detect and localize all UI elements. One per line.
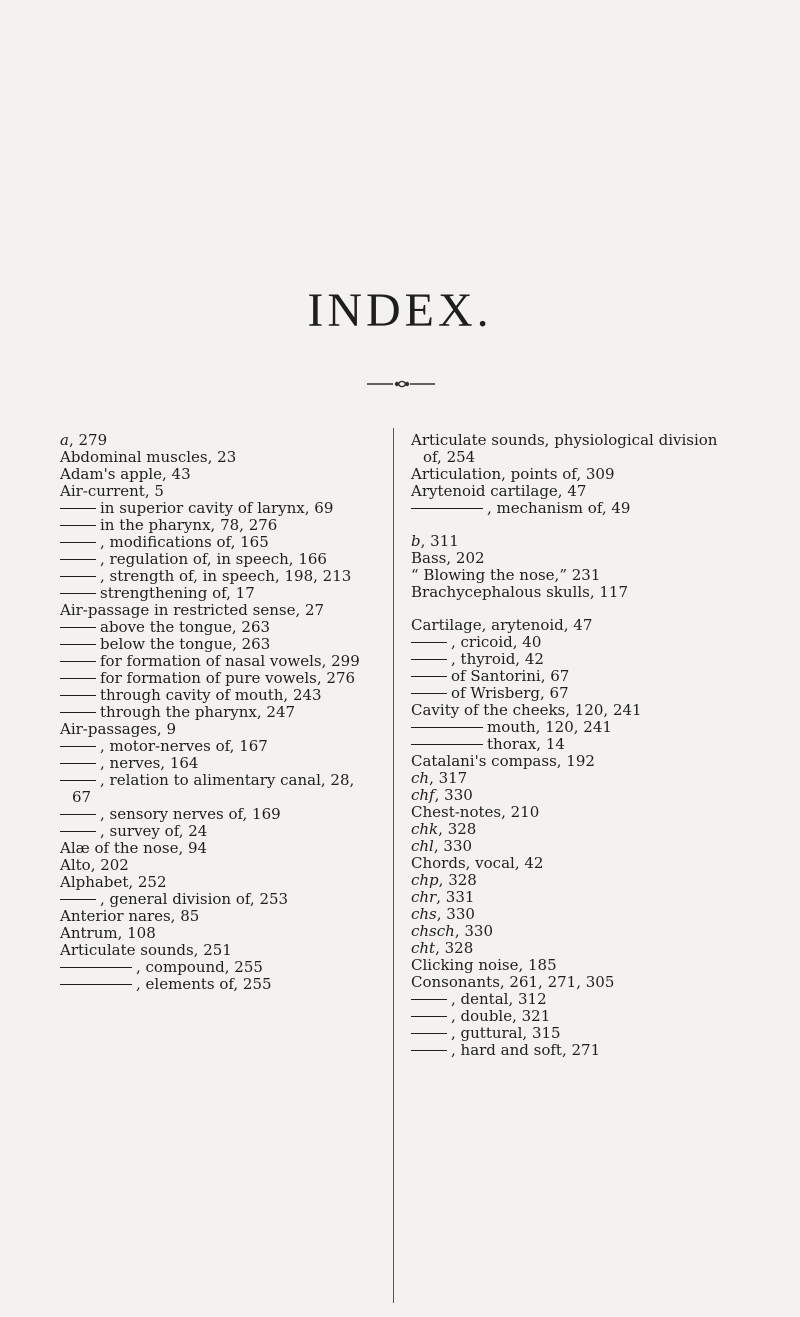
index-entry-text: Arytenoid cartilage, 47 — [411, 482, 587, 500]
index-entry-text: b, 311 — [411, 532, 459, 550]
repeat-dash — [411, 659, 447, 660]
repeat-dash — [60, 899, 96, 900]
index-entry — [60, 857, 375, 874]
index-entry-text: chr, 331 — [411, 888, 475, 906]
index-entry — [60, 602, 375, 619]
index-entry — [411, 770, 741, 787]
index-entry-text: chf, 330 — [411, 786, 473, 804]
repeat-dash — [60, 831, 96, 832]
repeat-dash — [60, 746, 96, 747]
repeat-dash — [411, 1016, 447, 1017]
index-entry — [60, 840, 375, 857]
index-entry — [60, 738, 375, 755]
index-entry-text: , sensory nerves of, 169 — [100, 805, 281, 823]
repeat-dash — [60, 593, 96, 594]
repeat-dash — [411, 1050, 447, 1051]
index-entry-text: Abdominal muscles, 23 — [60, 448, 237, 466]
index-entry-text: , modifications of, 165 — [100, 533, 269, 551]
repeat-dash — [411, 676, 447, 677]
index-entry-text: , mechanism of, 49 — [487, 499, 631, 517]
index-entry — [411, 432, 741, 466]
index-entry-text: of Santorini, 67 — [451, 667, 570, 685]
repeat-dash — [60, 559, 96, 560]
index-entry — [411, 466, 741, 483]
index-entry-text: below the tongue, 263 — [100, 635, 271, 653]
repeat-dash — [411, 508, 483, 509]
index-entry-text: through cavity of mouth, 243 — [100, 686, 322, 704]
index-entry-text: Consonants, 261, 271, 305 — [411, 973, 615, 991]
index-entry-text: strengthening of, 17 — [100, 584, 255, 602]
index-entry — [60, 806, 375, 823]
index-entry — [60, 500, 375, 517]
index-entry — [60, 942, 375, 959]
index-entry-text: mouth, 120, 241 — [487, 718, 612, 736]
index-entry — [411, 685, 741, 702]
index-entry — [411, 736, 741, 753]
index-entry-text: Clicking noise, 185 — [411, 956, 557, 974]
index-column-left — [60, 432, 375, 993]
index-column-right — [411, 432, 741, 1059]
repeat-dash — [60, 508, 96, 509]
repeat-dash — [60, 542, 96, 543]
index-entry-text: Brachycephalous skulls, 117 — [411, 583, 629, 601]
index-entry — [411, 1008, 741, 1025]
index-entry — [60, 585, 375, 602]
index-entry — [60, 653, 375, 670]
index-entry — [411, 617, 741, 634]
index-entry — [60, 670, 375, 687]
repeat-dash — [411, 642, 447, 643]
index-entry-text: Chest-notes, 210 — [411, 803, 540, 821]
index-entry-text: Articulation, points of, 309 — [411, 465, 615, 483]
index-entry — [411, 872, 741, 889]
index-entry — [60, 772, 375, 806]
repeat-dash — [60, 780, 96, 781]
index-entry — [411, 668, 741, 685]
repeat-dash — [411, 999, 447, 1000]
index-entry-text: Cavity of the cheeks, 120, 241 — [411, 701, 642, 719]
index-entry-text: , relation to alimentary canal, 28, 67 — [72, 771, 355, 806]
divider-ornament — [367, 380, 435, 388]
index-entry — [60, 823, 375, 840]
index-entry-text: , cricoid, 40 — [451, 633, 542, 651]
index-entry — [411, 991, 741, 1008]
index-entry — [411, 702, 741, 719]
repeat-dash — [60, 576, 96, 577]
index-entry-text: for formation of nasal vowels, 299 — [100, 652, 360, 670]
index-entry-text: for formation of pure vowels, 276 — [100, 669, 356, 687]
index-entry-text: Antrum, 108 — [60, 924, 156, 942]
index-entry-text: Air-current, 5 — [60, 482, 164, 500]
index-entry-text: a, 279 — [60, 431, 108, 449]
index-entry — [60, 432, 375, 449]
index-entry-text: chs, 330 — [411, 905, 475, 923]
index-entry-text: , survey of, 24 — [100, 822, 208, 840]
index-entry-text: , regulation of, in speech, 166 — [100, 550, 327, 568]
index-entry-text: , elements of, 255 — [136, 975, 272, 993]
repeat-dash — [60, 967, 132, 968]
index-entry-text: Adam's apple, 43 — [60, 465, 191, 483]
index-entry-text: Bass, 202 — [411, 549, 485, 567]
index-entry-text: , strength of, in speech, 198, 213 — [100, 567, 352, 585]
index-entry — [60, 449, 375, 466]
index-entry-text: , nerves, 164 — [100, 754, 199, 772]
repeat-dash — [60, 644, 96, 645]
index-entry — [60, 891, 375, 908]
index-entry-text: Articulate sounds, 251 — [60, 941, 232, 959]
index-entry — [60, 687, 375, 704]
index-entry-text: thorax, 14 — [487, 735, 565, 753]
index-entry-text: in the pharynx, 78, 276 — [100, 516, 278, 534]
index-entry-text: cht, 328 — [411, 939, 474, 957]
index-entry — [411, 957, 741, 974]
index-entry — [411, 838, 741, 855]
index-entry — [60, 908, 375, 925]
index-entry-text: Alto, 202 — [60, 856, 129, 874]
repeat-dash — [60, 695, 96, 696]
repeat-dash — [60, 712, 96, 713]
index-entry — [411, 821, 741, 838]
index-entry — [411, 500, 741, 517]
index-entry — [60, 925, 375, 942]
index-entry-text: Chords, vocal, 42 — [411, 854, 544, 872]
column-divider — [393, 428, 394, 1303]
index-entry-text: Cartilage, arytenoid, 47 — [411, 616, 593, 634]
index-entry — [411, 855, 741, 872]
index-entry-text: Catalani's compass, 192 — [411, 752, 595, 770]
index-entry — [411, 787, 741, 804]
index-entry-text: Alæ of the nose, 94 — [60, 839, 208, 857]
index-entry — [411, 1025, 741, 1042]
index-entry — [60, 551, 375, 568]
index-entry-text: , dental, 312 — [451, 990, 547, 1008]
repeat-dash — [60, 627, 96, 628]
index-entry-text: , general division of, 253 — [100, 890, 289, 908]
repeat-dash — [60, 661, 96, 662]
index-entry-text: above the tongue, 263 — [100, 618, 271, 636]
index-entry — [411, 906, 741, 923]
index-entry — [60, 874, 375, 891]
index-entry — [60, 619, 375, 636]
index-entry — [411, 567, 741, 584]
index-entry — [411, 719, 741, 736]
index-entry-text: in superior cavity of larynx, 69 — [100, 499, 334, 517]
index-entry — [60, 517, 375, 534]
index-entry — [411, 533, 741, 550]
index-entry-text: Anterior nares, 85 — [60, 907, 200, 925]
index-entry-text: , compound, 255 — [136, 958, 263, 976]
index-entry-text: Air-passage in restricted sense, 27 — [60, 601, 325, 619]
index-entry-text: ch, 317 — [411, 769, 468, 787]
index-entry — [60, 466, 375, 483]
index-entry-text: chsch, 330 — [411, 922, 493, 940]
repeat-dash — [60, 814, 96, 815]
index-entry — [411, 550, 741, 567]
index-entry — [411, 804, 741, 821]
index-entry — [411, 889, 741, 906]
index-entry — [411, 483, 741, 500]
index-entry-text: of Wrisberg, 67 — [451, 684, 569, 702]
index-entry — [60, 755, 375, 772]
repeat-dash — [411, 693, 447, 694]
index-entry-text: , motor-nerves of, 167 — [100, 737, 268, 755]
index-entry — [60, 704, 375, 721]
repeat-dash — [60, 525, 96, 526]
index-entry — [411, 753, 741, 770]
index-entry-text: , double, 321 — [451, 1007, 551, 1025]
repeat-dash — [60, 678, 96, 679]
index-entry — [411, 634, 741, 651]
page-title: INDEX. — [307, 284, 493, 337]
index-entry-text: , guttural, 315 — [451, 1024, 561, 1042]
index-entry — [60, 568, 375, 585]
repeat-dash — [411, 727, 483, 728]
index-entry — [60, 534, 375, 551]
index-entry — [60, 636, 375, 653]
index-entry — [411, 1042, 741, 1059]
index-entry — [411, 584, 741, 601]
index-entry-text: Articulate sounds, physiological division of, 254 — [411, 431, 718, 466]
repeat-dash — [411, 1033, 447, 1034]
index-entry-text: chk, 328 — [411, 820, 477, 838]
index-entry-text: chl, 330 — [411, 837, 473, 855]
index-entry-text: , hard and soft, 271 — [451, 1041, 601, 1059]
index-entry — [411, 651, 741, 668]
index-entry-text: , thyroid, 42 — [451, 650, 544, 668]
index-entry — [60, 959, 375, 976]
index-entry — [411, 974, 741, 991]
index-entry-text: Alphabet, 252 — [60, 873, 167, 891]
index-entry — [411, 923, 741, 940]
index-entry-text: chp, 328 — [411, 871, 477, 889]
repeat-dash — [411, 744, 483, 745]
index-entry — [60, 976, 375, 993]
repeat-dash — [60, 763, 96, 764]
index-entry-text: through the pharynx, 247 — [100, 703, 296, 721]
repeat-dash — [60, 984, 132, 985]
index-entry — [411, 940, 741, 957]
index-entry — [60, 483, 375, 500]
index-entry-text: “ Blowing the nose,” 231 — [411, 566, 601, 584]
index-entry-text: Air-passages, 9 — [60, 720, 177, 738]
index-entry — [60, 721, 375, 738]
